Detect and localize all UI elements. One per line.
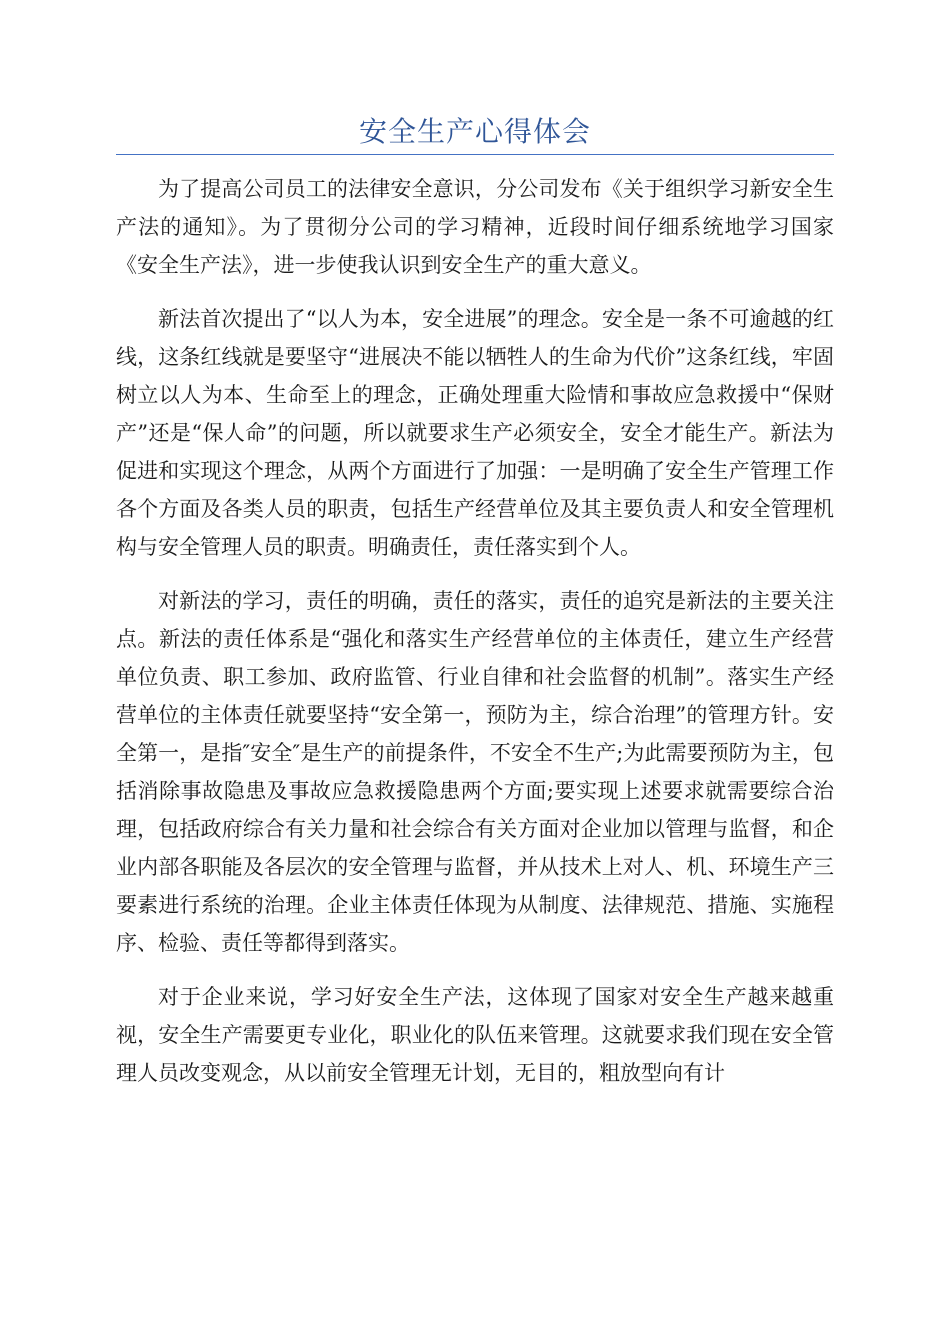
paragraph-2: 新法首次提出了“以人为本，安全进展”的理念。安全是一条不可逾越的红线，这条红线就是要坚守“进展决不能以牺牲人的生命为代价”这条红线，牢固树立以人为本、生命至上的理念，正确处理重大险情和事故应急救援中“保财产”还是“保人命”的问题，所以就要求生产必须安全，安全才能生产。新法为促进和实现这个理念，从两个方面进行了加强：一是明确了安全生产管理工作各个方面及各类人员的职责，包括生产经营单位及其主要负责人和安全管理机构与安全管理人员的职责。明确责任，责任落实到个人。 <box>116 307 834 559</box>
document-body <box>116 170 834 1108</box>
paragraph-4: 对于企业来说，学习好安全生产法，这体现了国家对安全生产越来越重视，安全生产需要更专业化，职业化的队伍来管理。这就要求我们现在安全管理人员改变观念，从以前安全管理无计划，无目的，粗放型向有计 <box>116 985 834 1085</box>
paragraph-1: 为了提高公司员工的法律安全意识，分公司发布《关于组织学习新安全生产法的通知》。为了贯彻分公司的学习精神，近段时间仔细系统地学习国家《安全生产法》，进一步使我认识到安全生产的重大意义。 <box>116 177 834 277</box>
paragraph-3: 对新法的学习，责任的明确，责任的落实，责任的追究是新法的主要关注点。新法的责任体系是“强化和落实生产经营单位的主体责任，建立生产经营单位负责、职工参加、政府监管、行业自律和社会监督的机制”。落实生产经营单位的主体责任就要坚持“安全第一，预防为主，综合治理”的管理方针。安全第一，是指″安全″是生产的前提条件，不安全不生产;为此需要预防为主，包括消除事故隐患及事故应急救援隐患两个方面;要实现上述要求就需要综合治理，包括政府综合有关力量和社会综合有关方面对企业加以管理与监督，和企业内部各职能及各层次的安全管理与监督，并从技术上对人、机、环境生产三要素进行系统的治理。企业主体责任体现为从制度、法律规范、措施、实施程序、检验、责任等都得到落实。 <box>116 589 834 955</box>
page-title: 安全生产心得体会 <box>358 115 591 148</box>
title-underline <box>116 154 834 155</box>
